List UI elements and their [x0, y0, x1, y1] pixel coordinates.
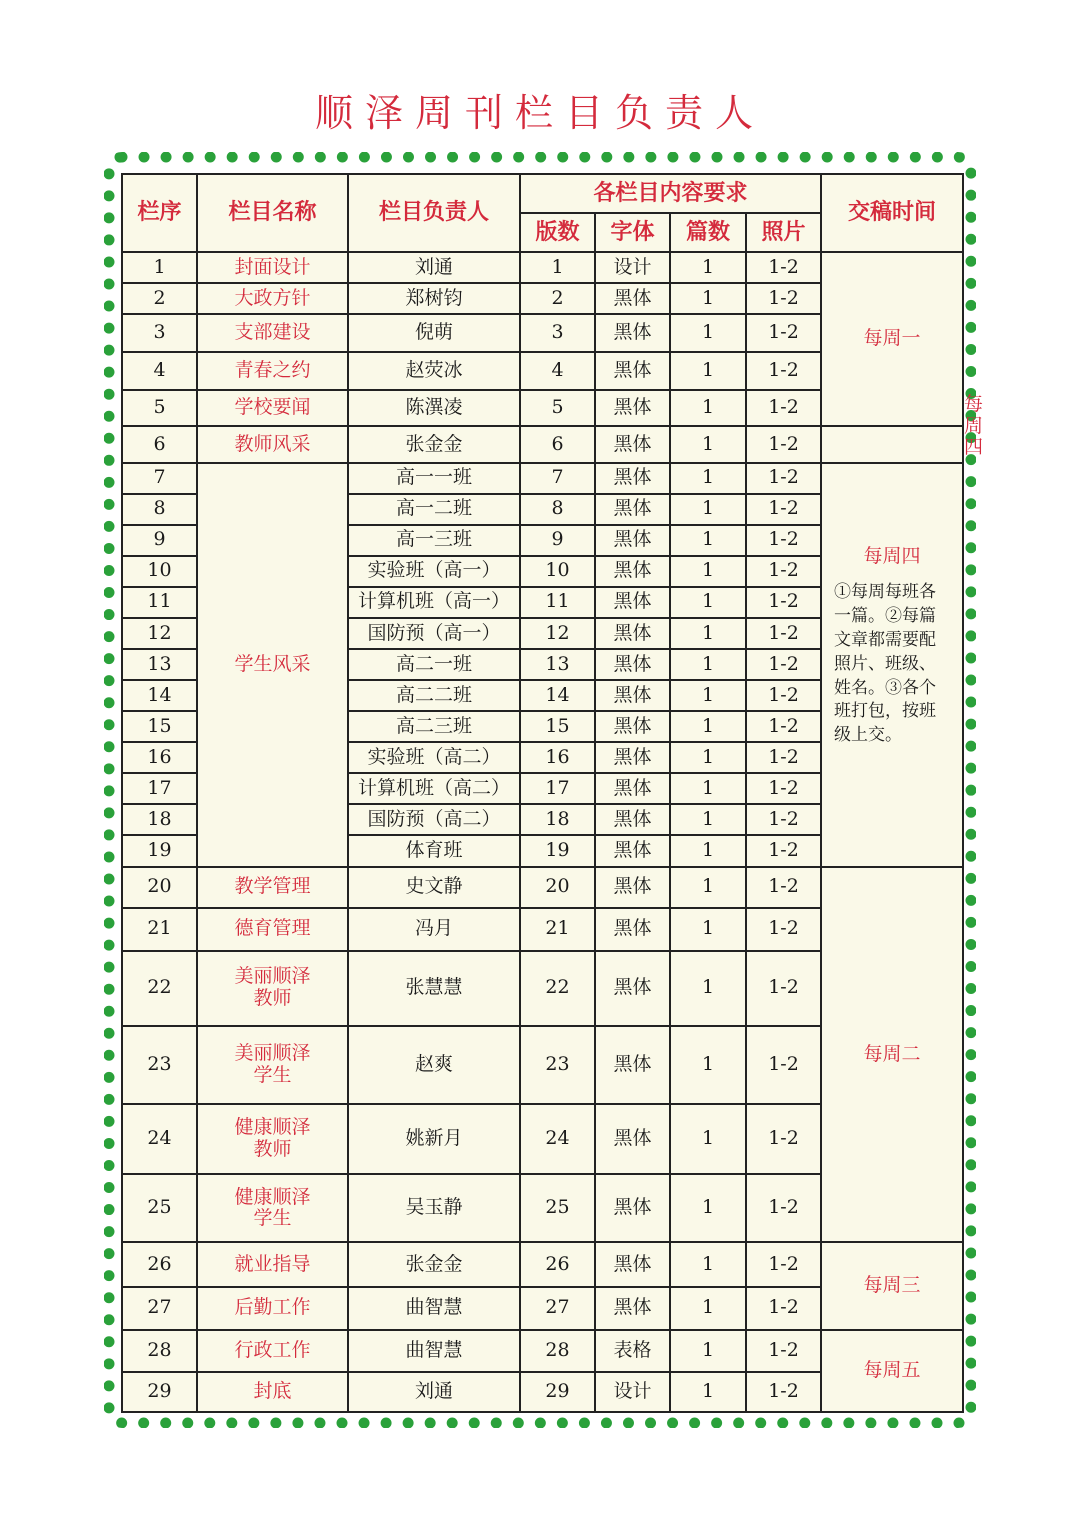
cell-font: 黑体 — [595, 773, 670, 804]
cell-owner: 高一一班 — [348, 463, 520, 494]
cell-count: 1 — [670, 1104, 746, 1174]
cell-owner: 刘通 — [348, 252, 520, 283]
cell-edition: 26 — [520, 1242, 595, 1286]
cell-seq: 23 — [122, 1026, 197, 1104]
cell-name-line: 支部建设 — [234, 321, 311, 344]
cell-font: 黑体 — [595, 1174, 670, 1242]
cell-seq: 27 — [122, 1287, 197, 1330]
cell-seq: 24 — [122, 1104, 197, 1174]
cell-name — [197, 1287, 348, 1330]
cell-font: 黑体 — [595, 1287, 670, 1330]
cell-font: 设计 — [595, 252, 670, 283]
cell-edition: 6 — [520, 426, 595, 462]
cell-name-line: 教师 — [253, 987, 292, 1010]
cell-count: 1 — [670, 618, 746, 649]
cell-edition: 27 — [520, 1287, 595, 1330]
cell-photo: 1-2 — [746, 1104, 821, 1174]
cell-count: 1 — [670, 1026, 746, 1104]
cell-seq: 11 — [122, 587, 197, 618]
header-requirements: 各栏目内容要求 — [520, 174, 821, 213]
cell-photo: 1-2 — [746, 587, 821, 618]
cell-owner: 曲智慧 — [348, 1330, 520, 1372]
cell-name — [197, 1026, 348, 1104]
cell-seq: 2 — [122, 283, 197, 314]
cell-seq: 29 — [122, 1372, 197, 1412]
cell-photo: 1-2 — [746, 649, 821, 680]
cell-count: 1 — [670, 951, 746, 1026]
cell-edition: 8 — [520, 494, 595, 525]
cell-photo: 1-2 — [746, 835, 821, 866]
cell-seq: 20 — [122, 867, 197, 908]
deadline-label: 每周三 — [863, 1274, 921, 1297]
cell-count: 1 — [670, 742, 746, 773]
cell-owner: 赵爽 — [348, 1026, 520, 1104]
cell-photo: 1-2 — [746, 314, 821, 352]
deadline-note: ①每周每班各一篇。②每篇文章都需要配照片、班级、姓名。③各个班打包，按班级上交。 — [834, 582, 937, 746]
cell-photo: 1-2 — [746, 352, 821, 390]
cell-edition: 18 — [520, 804, 595, 835]
cell-font: 黑体 — [595, 1026, 670, 1104]
header-font: 字体 — [595, 213, 670, 252]
header-owner: 栏目负责人 — [348, 174, 520, 252]
cell-owner: 赵荧冰 — [348, 352, 520, 390]
deadline-label: 每周一 — [863, 327, 921, 350]
cell-owner: 计算机班（高二） — [348, 773, 520, 804]
cell-font: 黑体 — [595, 352, 670, 390]
cell-owner: 张金金 — [348, 426, 520, 462]
deadline-label: 每周四 — [863, 544, 921, 567]
cell-owner: 实验班（高二） — [348, 742, 520, 773]
cell-name — [197, 283, 348, 314]
cell-name-line: 学生 — [253, 1064, 292, 1086]
cell-owner: 高二三班 — [348, 711, 520, 742]
cell-name-line: 封底 — [253, 1379, 292, 1402]
cell-name — [197, 390, 348, 426]
cell-count: 1 — [670, 773, 746, 804]
schedule-table — [121, 173, 984, 1413]
cell-seq: 12 — [122, 618, 197, 649]
cell-edition: 22 — [520, 951, 595, 1026]
cell-font: 黑体 — [595, 283, 670, 314]
cell-font: 黑体 — [595, 463, 670, 494]
cell-photo: 1-2 — [746, 867, 821, 908]
cell-count: 1 — [670, 804, 746, 835]
cell-name-line: 青春之约 — [234, 359, 311, 382]
cell-font: 黑体 — [595, 556, 670, 587]
cell-seq: 1 — [122, 252, 197, 283]
cell-photo: 1-2 — [746, 1174, 821, 1242]
header-deadline: 交稿时间 — [821, 174, 963, 252]
table-row — [122, 1330, 963, 1372]
cell-seq: 26 — [122, 1242, 197, 1286]
cell-deadline — [821, 463, 963, 867]
cell-name — [197, 314, 348, 352]
cell-font: 黑体 — [595, 314, 670, 352]
cell-count: 1 — [670, 463, 746, 494]
deadline-label: 每周二 — [863, 1042, 921, 1065]
table-body — [122, 252, 984, 1412]
cell-name-line: 教师风采 — [234, 432, 311, 455]
cell-font: 黑体 — [595, 618, 670, 649]
cell-name-line: 学校要闻 — [234, 396, 311, 419]
cell-font: 黑体 — [595, 390, 670, 426]
cell-edition: 23 — [520, 1026, 595, 1104]
cell-photo: 1-2 — [746, 618, 821, 649]
cell-seq: 3 — [122, 314, 197, 352]
table-row: 5 学校要闻 陈潩凌 5 黑体 1 1-2 每周四 — [122, 390, 963, 426]
cell-font: 黑体 — [595, 951, 670, 1026]
cell-name-line: 教师 — [253, 1138, 292, 1161]
cell-name — [197, 1242, 348, 1286]
cell-photo: 1-2 — [746, 494, 821, 525]
cell-seq: 18 — [122, 804, 197, 835]
cell-photo: 1-2 — [746, 390, 821, 426]
cell-photo: 1-2 — [746, 283, 821, 314]
cell-count: 1 — [670, 587, 746, 618]
cell-name-line: 教学管理 — [234, 875, 311, 898]
cell-name-line: 行政工作 — [234, 1338, 311, 1361]
cell-seq: 25 — [122, 1174, 197, 1242]
cell-font: 黑体 — [595, 804, 670, 835]
cell-font: 黑体 — [595, 1104, 670, 1174]
cell-seq: 4 — [122, 352, 197, 390]
cell-edition: 7 — [520, 463, 595, 494]
cell-font: 黑体 — [595, 711, 670, 742]
cell-name — [197, 1372, 348, 1412]
cell-name-line: 大政方针 — [234, 286, 311, 309]
cell-photo: 1-2 — [746, 742, 821, 773]
header-edition: 版数 — [520, 213, 595, 252]
cell-edition: 17 — [520, 773, 595, 804]
cell-seq: 6 — [122, 426, 197, 462]
cell-count: 1 — [670, 390, 746, 426]
cell-font: 表格 — [595, 1330, 670, 1372]
cell-count: 1 — [670, 1242, 746, 1286]
cell-edition: 12 — [520, 618, 595, 649]
cell-seq: 16 — [122, 742, 197, 773]
cell-name-line: 就业指导 — [234, 1252, 311, 1275]
cell-font: 黑体 — [595, 587, 670, 618]
cell-owner: 郑树钧 — [348, 283, 520, 314]
header-name: 栏目名称 — [197, 174, 348, 252]
cell-name — [197, 951, 348, 1026]
cell-owner: 高二二班 — [348, 680, 520, 711]
cell-name-line: 健康顺泽 — [234, 1185, 311, 1208]
table-row — [122, 426, 963, 462]
cell-edition: 9 — [520, 525, 595, 556]
cell-count: 1 — [670, 494, 746, 525]
cell-name — [197, 252, 348, 283]
cell-edition: 21 — [520, 908, 595, 951]
cell-seq: 15 — [122, 711, 197, 742]
cell-edition: 10 — [520, 556, 595, 587]
cell-deadline — [821, 252, 963, 426]
cell-name — [197, 867, 348, 908]
cell-owner: 姚新月 — [348, 1104, 520, 1174]
cell-count: 1 — [670, 867, 746, 908]
cell-photo: 1-2 — [746, 680, 821, 711]
cell-photo: 1-2 — [746, 804, 821, 835]
cell-edition: 16 — [520, 742, 595, 773]
cell-owner: 曲智慧 — [348, 1287, 520, 1330]
cell-count: 1 — [670, 1287, 746, 1330]
cell-name-line: 封面设计 — [234, 255, 311, 278]
cell-photo: 1-2 — [746, 525, 821, 556]
cell-count: 1 — [670, 525, 746, 556]
cell-font: 黑体 — [595, 908, 670, 951]
cell-deadline — [821, 1242, 963, 1329]
cell-edition: 14 — [520, 680, 595, 711]
cell-font: 黑体 — [595, 742, 670, 773]
cell-edition: 24 — [520, 1104, 595, 1174]
cell-edition: 5 — [520, 390, 595, 426]
cell-count: 1 — [670, 252, 746, 283]
cell-font: 黑体 — [595, 426, 670, 462]
cell-count: 1 — [670, 426, 746, 462]
cell-deadline — [821, 867, 963, 1243]
cell-edition: 19 — [520, 835, 595, 866]
cell-deadline — [821, 1330, 963, 1412]
table-row — [122, 252, 963, 283]
cell-photo: 1-2 — [746, 1026, 821, 1104]
cell-photo: 1-2 — [746, 1372, 821, 1412]
cell-seq: 22 — [122, 951, 197, 1026]
cell-photo: 1-2 — [746, 1242, 821, 1286]
cell-seq: 28 — [122, 1330, 197, 1372]
cell-count: 1 — [670, 908, 746, 951]
cell-font: 黑体 — [595, 867, 670, 908]
cell-owner: 陈潩凌 — [348, 390, 520, 426]
cell-photo: 1-2 — [746, 908, 821, 951]
cell-name — [197, 908, 348, 951]
cell-seq: 17 — [122, 773, 197, 804]
cell-name — [197, 1104, 348, 1174]
cell-seq: 19 — [122, 835, 197, 866]
cell-count: 1 — [670, 1174, 746, 1242]
cell-count: 1 — [670, 711, 746, 742]
cell-edition: 11 — [520, 587, 595, 618]
cell-font: 设计 — [595, 1372, 670, 1412]
cell-name-line: 健康顺泽 — [234, 1116, 311, 1139]
cell-seq: 13 — [122, 649, 197, 680]
cell-photo: 1-2 — [746, 711, 821, 742]
cell-count: 1 — [670, 1372, 746, 1412]
cell-count: 1 — [670, 680, 746, 711]
cell-photo: 1-2 — [746, 773, 821, 804]
cell-font: 黑体 — [595, 494, 670, 525]
cell-seq: 10 — [122, 556, 197, 587]
cell-name-line: 美丽顺泽 — [234, 1042, 311, 1065]
cell-font: 黑体 — [595, 835, 670, 866]
cell-count: 1 — [670, 835, 746, 866]
cell-count: 1 — [670, 352, 746, 390]
cell-name-line: 后勤工作 — [234, 1296, 311, 1319]
cell-name: 学生风采 — [197, 463, 348, 867]
cell-edition: 2 — [520, 283, 595, 314]
cell-owner: 史文静 — [348, 867, 520, 908]
cell-edition: 28 — [520, 1330, 595, 1372]
cell-photo: 1-2 — [746, 252, 821, 283]
cell-photo: 1-2 — [746, 1330, 821, 1372]
cell-name — [197, 1174, 348, 1242]
cell-name — [197, 426, 348, 462]
cell-edition: 3 — [520, 314, 595, 352]
cell-font: 黑体 — [595, 525, 670, 556]
table-row — [122, 1242, 963, 1286]
cell-count: 1 — [670, 314, 746, 352]
cell-owner: 高一二班 — [348, 494, 520, 525]
cell-owner: 高一三班 — [348, 525, 520, 556]
table-row — [122, 463, 963, 494]
cell-seq: 21 — [122, 908, 197, 951]
cell-seq: 7 — [122, 463, 197, 494]
cell-edition: 1 — [520, 252, 595, 283]
header-photo: 照片 — [746, 213, 821, 252]
cell-count: 1 — [670, 556, 746, 587]
cell-name — [197, 1330, 348, 1372]
cell-owner: 实验班（高一） — [348, 556, 520, 587]
page-title: 顺泽周刊栏目负责人 — [314, 91, 765, 135]
cell-edition: 25 — [520, 1174, 595, 1242]
cell-owner: 张金金 — [348, 1242, 520, 1286]
cell-font: 黑体 — [595, 649, 670, 680]
cell-count: 1 — [670, 283, 746, 314]
cell-name-line: 学生 — [253, 1207, 292, 1230]
cell-edition: 13 — [520, 649, 595, 680]
cell-photo: 1-2 — [746, 1287, 821, 1330]
cell-edition: 15 — [520, 711, 595, 742]
cell-seq: 5 — [122, 390, 197, 426]
header-seq: 栏序 — [122, 174, 197, 252]
cell-owner: 国防预（高一） — [348, 618, 520, 649]
cell-photo: 1-2 — [746, 426, 821, 462]
deadline-label: 每周五 — [863, 1358, 921, 1381]
cell-owner: 国防预（高二） — [348, 804, 520, 835]
cell-owner: 计算机班（高一） — [348, 587, 520, 618]
cell-seq: 9 — [122, 525, 197, 556]
cell-count: 1 — [670, 649, 746, 680]
cell-name-line: 美丽顺泽 — [234, 965, 311, 988]
cell-font: 黑体 — [595, 680, 670, 711]
cell-seq: 8 — [122, 494, 197, 525]
cell-edition: 20 — [520, 867, 595, 908]
cell-name-line: 德育管理 — [234, 917, 311, 940]
table-row — [122, 867, 963, 908]
cell-owner: 体育班 — [348, 835, 520, 866]
cell-font: 黑体 — [595, 1242, 670, 1286]
cell-owner: 吴玉静 — [348, 1174, 520, 1242]
cell-edition: 29 — [520, 1372, 595, 1412]
cell-owner: 冯月 — [348, 908, 520, 951]
cell-owner: 刘通 — [348, 1372, 520, 1412]
cell-edition: 4 — [520, 352, 595, 390]
header-count: 篇数 — [670, 213, 746, 252]
cell-owner: 张慧慧 — [348, 951, 520, 1026]
cell-photo: 1-2 — [746, 951, 821, 1026]
cell-photo: 1-2 — [746, 463, 821, 494]
cell-count: 1 — [670, 1330, 746, 1372]
cell-seq: 14 — [122, 680, 197, 711]
cell-owner: 高二一班 — [348, 649, 520, 680]
cell-photo: 1-2 — [746, 556, 821, 587]
cell-name — [197, 352, 348, 390]
cell-owner: 倪萌 — [348, 314, 520, 352]
